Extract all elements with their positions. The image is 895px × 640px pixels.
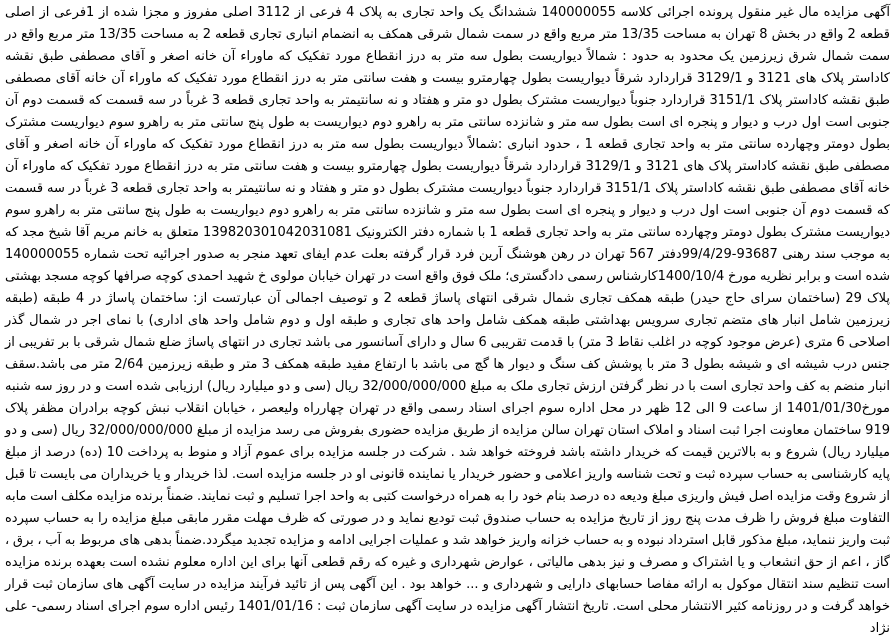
- notice-body-text: آگهی مزایده مال غیر منقول پرونده اجرائی کلاسه 140000055 ششدانگ یک واحد تجاری به پلاک 4 فرعی از 3112 اصلی مفروز و مجزا شده از 1فرعی از اصلی قطعه 2 واقع در بخش 8 تهران به مساحت 13/35 متر مربع واقع در سمت شمال شرقی همکف به انضمام انباری تجاری قطعه 2 به مساحت 13/35 متر مربع واقع در سمت شمال شرق زیرزمین یک محدود به حدود : شمالاً دیواریست بطول سه متر به درز انقطاع مورد تفکیک که ماوراء آن خانه اصغر و آقای مصطفی طبق نقشه کاداستر پلاک های 3121 و 3129/1 قراردارد شرقاً دیواریست بطول چهارمترو بیست و هفت سانتی متر به درز انقطاع مورد تفکیک که ماوراء آن خانه آقای مصطفی طبق نقشه کاداستر پلاک 3151/1 قراردارد جنوباً دیواریست مشترک بطول دو متر و هفتاد و نه سانتیمتر به واحد تجاری قطعه 3 غرباً در سه قسمت که قسمت دوم آن جنوبی است اول درب و دیوار و پنجره ای است بطول سه متر و شانزده سانتی متر به راهرو دوم دیواریست به طول پنج سانتی متر به راهرو سوم دیواریست مشترک بطول دومتر وچهارده سانتی متر به واحد تجاری قطعه 1 ، حدود انباری :شمالاً دیواریست بطول سه متر به درز انقطاع مورد تفکیک که ماوراء آن خانه اصغر و آقای مصطفی طبق نقشه کاداستر پلاک های 3121 و 3129/1 قراردارد شرقاً دیواریست بطول چهارمترو بیست و هفت سانتی متر به درز انقطاع مورد تفکیک که ماوراء آن خانه آقای مصطفی طبق نقشه کاداستر پلاک 3151/1 قراردارد جنوباً دیواریست مشترک بطول دو متر و هفتاد و نه سانتیمتر به واحد تجاری قطعه 3 غرباً در سه قسمت که قسمت دوم آن جنوبی است اول درب و دیوار و پنجره ای است بطول سه متر و شانزده سانتی متر به راهرو دوم دیواریست به طول پنج سانتی متر به راهرو سوم دیواریست مشترک بطول دومتر وچهارده سانتی متر به واحد تجاری قطعه 1 با شماره دفتر الکترونیک 139820301042031081 متعلق به خانم مریم آقا شیخ مجد که به موجب سند رهنی 93687-99/4/29دفتر 567 تهران در رهن هوشنگ آرین فرد قرار گرفته بعلت عدم ایفای تعهد منجر به صدور اجرائیه تحت شماره 140000055 شده است و برابر نظریه مورخ 1400/10/4کارشناس رسمی دادگستری؛ ملک فوق واقع است در تهران خیابان مولوی خ شهید احمدی کوچه صرافها کوچه مسجد بهشتی پلاک 29 (ساختمان سرای حاج حیدر) طبقه همکف تجاری شمال شرقی انتهای پاساژ قطعه 2 و توصیف اجمالی آن عبارتست از: ساختمان پاساژ در 4 طبقه (طبقه زیرزمین شامل انبار های متضم تجاری سرویس بهداشتی طبقه همکف شامل واحد های تجاری و طبقه اول و دوم شامل واحد های اداری) با نمای اجر در شمال گذر اصلاحی 6 متری (عرض موجود کوچه در اغلب نقاط 3 متر) با قدمت تقریبی 6 سال و دارای آسانسور می باشد تجاری در انتهای پاساژ ضلع شمال شرقی با بر تفریبی از جنس درب شیشه ای و شیشه بطول 3 متر با پوشش کف سنگ و دیوار ها گچ می باشد با ارتفاع مفید طبقه همکف 3 متر و طبقه زیرزمین 2/64 متر می باشد.سقف انبار منضم به کف واحد تجاری است با در نظر گرفتن ارزش تجاری ملک به مبلغ 32/000/000/000 ریال (سی و دو میلیارد ریال) ارزیابی شده است و در روز سه شنبه مورخ1401/01/30 از ساعت 9 الی 12 ظهر در محل اداره سوم اجرای اسناد رسمی واقع در تهران چهارراه ولیعصر ، خیابان انقلاب نبش کوچه برادران مظفر پلاک 919 ساختمان معاونت اجرا ثبت اسناد و املاک استان تهران سالن مزایده از طریق مزایده حضوری بفروش می رسد مزایده از مبلغ 32/000/000/000 ریال (سی و دو میلیارد ریال) شروع و به بالاترین قیمت که خریدار داشته باشد فروخته خواهد شد . شرکت در جلسه مزایده برای عموم آزاد و منوط به پرداخت 10 (ده) درصد از مبلغ پایه کارشناسی به حساب سپرده ثبت و تحت شناسه واریز اعلامی و حضور خریدار یا نماینده قانونی او در جلسه مزایده است. لذا خریدار و یا خریداران می بایست تا قبل از شروع وقت مزایده اصل فیش واریزی مبلغ ودیعه ده درصد بنام خود را به همراه درخواست کتبی به واحد اجرا تسلیم و ثبت نمایند. ضمناً برنده مزایده مکلف است مابه التفاوت مبلغ فروش را ظرف مدت پنج روز از تاریخ مزایده به حساب صندوق ثبت تودیع نماید و در صورتی که ظرف مهلت مقرر مابقی مبلغ مزایده را به حساب سپرده ثبت واریز ننماید، مبلغ مذکور قابل استرداد نبوده و به حساب خزانه واریز خواهد شد و عملیات اجرایی ادامه و مزایده تجدید میگردد.ضمناً بدهی های مربوط به آب ، برق ، گاز ، اعم از حق انشعاب و یا اشتراک و مصرف و نیز بدهی مالیاتی ، عوارض شهرداری و غیره که رقم قطعی آنها برای این اداره معلوم نشده است بعهده برنده مزایده است تنظیم سند انتقال موکول به ارائه مفاصا حسابهای دارایی و شهرداری و ... خواهد بود . این آگهی پس از تائید فرآیند مزایده در سایت آگهی های سازمان ثبت قرار خواهد گرفت و در روزنامه کثیر الانتشار محلی است. تاریخ انتشار آگهی مزایده در سایت آگهی سازمان ثبت : 1401/01/16 رئیس اداره سوم اجرای اسناد رسمی- علی نژاد: [5, 5, 891, 636]
